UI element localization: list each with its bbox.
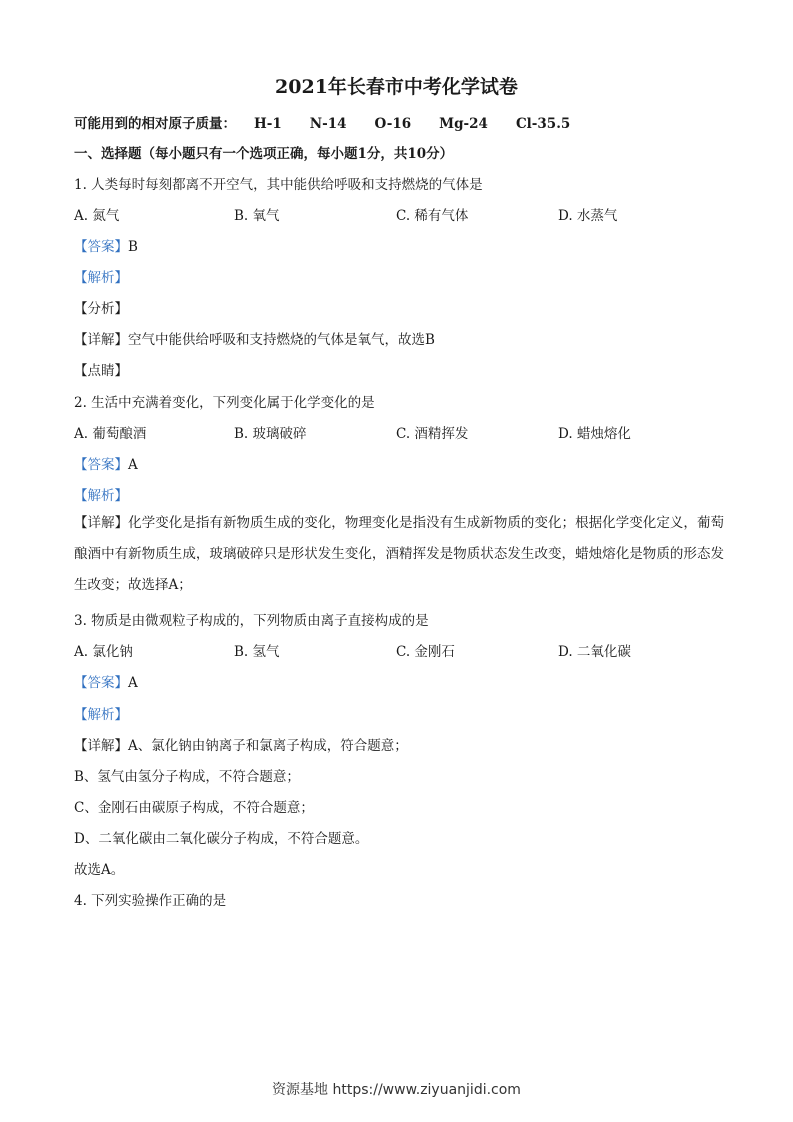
atomic-mass-line	[74, 112, 598, 132]
q1-detail: 【详解】空气中能供给呼吸和支持燃烧的气体是氧气，故选B	[74, 332, 435, 348]
section-heading: 一、选择题（每小题只有一个选项正确，每小题1分，共10分）	[74, 146, 454, 162]
q1-analysis-tag: 【解析】	[74, 270, 128, 286]
atomic-mass-value: Mg-24	[439, 116, 488, 132]
footer-watermark: 资源基地 https://www.ziyuanjidi.com	[272, 1082, 521, 1098]
q3-analysis-tag: 【解析】	[74, 707, 128, 723]
q1-option-c: C. 稀有气体	[396, 208, 469, 224]
question-2-stem: 2. 生活中充满着变化，下列变化属于化学变化的是	[74, 395, 375, 411]
q2-analysis-tag: 【解析】	[74, 488, 128, 504]
answer-tag: 【答案】	[74, 239, 128, 255]
q2-option-a: A. 葡萄酿酒	[74, 426, 147, 442]
question-1-stem: 1. 人类每时每刻都离不开空气，其中能供给呼吸和支持燃烧的气体是	[74, 177, 483, 193]
atomic-mass-value: H-1	[254, 116, 282, 132]
question-3-stem: 3. 物质是由微观粒子构成的，下列物质由离子直接构成的是	[74, 613, 429, 629]
q1-option-b: B. 氧气	[234, 208, 280, 224]
q3-option-a: A. 氯化钠	[74, 644, 133, 660]
q1-fenxi: 【分析】	[74, 301, 128, 317]
q1-option-d: D. 水蒸气	[558, 208, 618, 224]
q2-option-c: C. 酒精挥发	[396, 426, 469, 442]
q2-option-d: D. 蜡烛熔化	[558, 426, 631, 442]
answer-tag: 【答案】	[74, 675, 128, 691]
answer-value: B	[128, 239, 138, 255]
q3-detail-line: 【详解】A、氯化钠由钠离子和氯离子构成，符合题意；	[74, 738, 408, 754]
q1-option-a: A. 氮气	[74, 208, 120, 224]
q3-detail-line: D、二氧化碳由二氧化碳分子构成，不符合题意。	[74, 831, 369, 847]
q2-detail: 【详解】化学变化是指有新物质生成的变化，物理变化是指没有生成新物质的变化；根据化学变化定义，葡萄酿酒中有新物质生成，玻璃破碎只是形状发生变化，酒精挥发是物质状态发生改变，蜡烛熔化是物质的形态发生改变；故选择A；	[74, 515, 724, 593]
page-title: 2021年长春市中考化学试卷	[275, 76, 518, 98]
q3-option-b: B. 氢气	[234, 644, 280, 660]
answer-value: A	[128, 457, 138, 473]
q2-answer	[74, 453, 138, 473]
q3-detail-line: B、氢气由氢分子构成，不符合题意；	[74, 769, 300, 785]
q3-option-c: C. 金刚石	[396, 644, 455, 660]
question-4-stem: 4. 下列实验操作正确的是	[74, 893, 227, 909]
q3-option-d: D. 二氧化碳	[558, 644, 631, 660]
atomic-mass-value: Cl-35.5	[515, 116, 571, 132]
answer-tag: 【答案】	[74, 457, 128, 473]
q1-answer	[74, 235, 138, 255]
atomic-mass-label: 可能用到的相对原子质量：	[74, 116, 236, 132]
q3-answer	[74, 671, 138, 691]
q3-detail-line: 故选A。	[74, 862, 125, 878]
atomic-mass-value: O-16	[374, 116, 412, 132]
q3-detail-line: C、金刚石由碳原子构成，不符合题意；	[74, 800, 314, 816]
q2-option-b: B. 玻璃破碎	[234, 426, 307, 442]
q1-dianjing: 【点睛】	[74, 363, 128, 379]
answer-value: A	[128, 675, 138, 691]
atomic-mass-value: N-14	[309, 116, 347, 132]
